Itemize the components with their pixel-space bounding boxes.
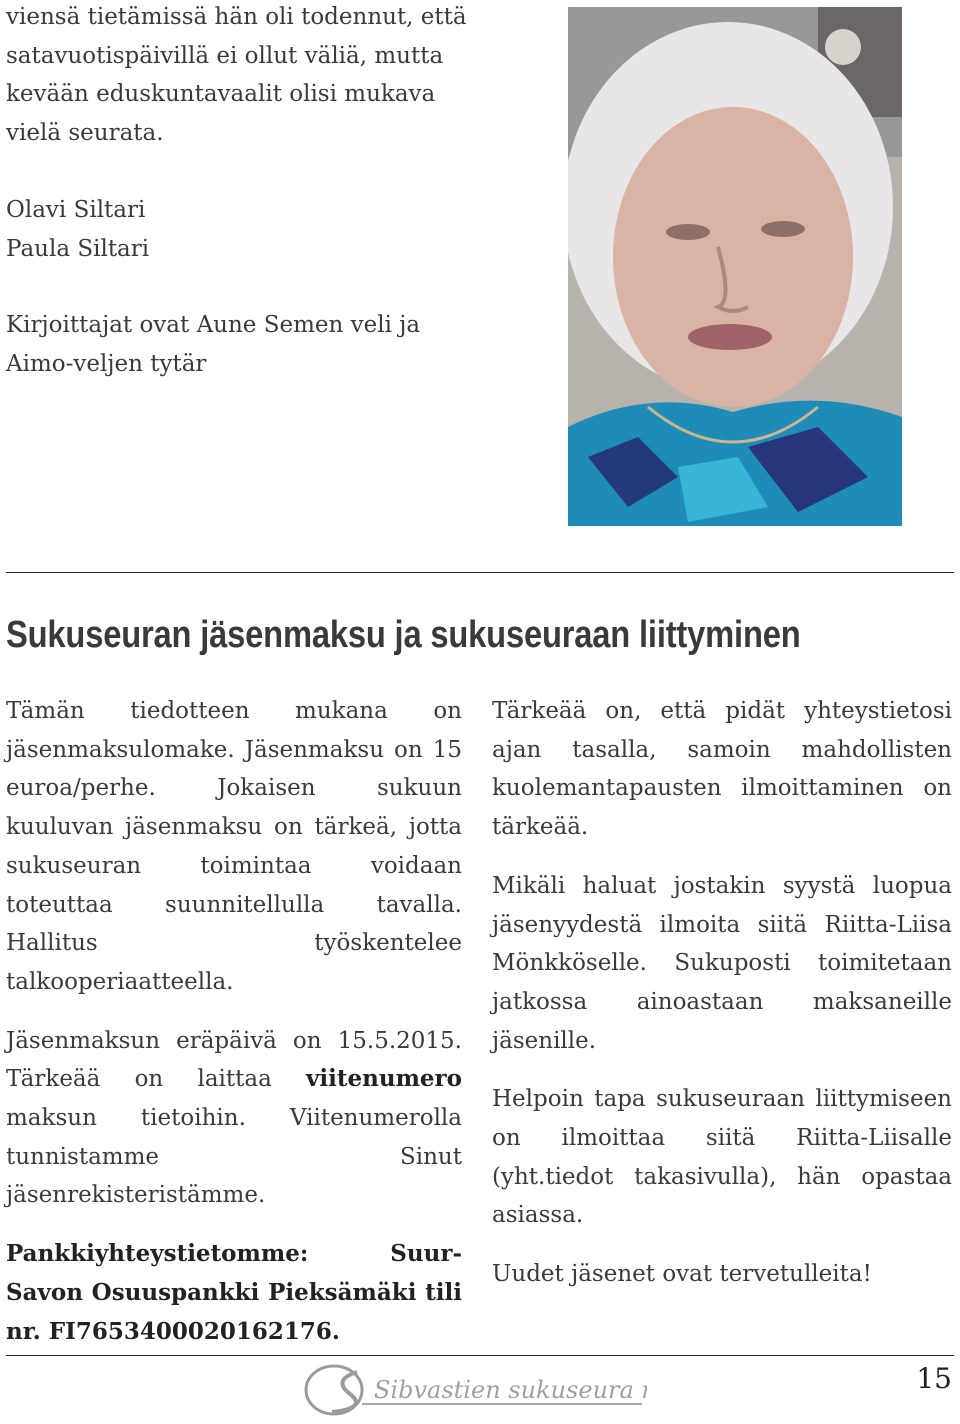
article-right-column bbox=[492, 692, 952, 1294]
contact-info-paragraph: Tärkeää on, että pidät yhteystietosi ajan tasalla, samoin mahdollisten kuolemantapausten ilmoittaminen on tärkeää. bbox=[492, 698, 952, 841]
intro-line: satavuotispäivillä ei ollut väliä, mutta bbox=[6, 42, 444, 69]
author-note bbox=[6, 306, 506, 383]
footer-divider bbox=[6, 1355, 954, 1356]
author-note-line: Aimo-veljen tytär bbox=[6, 350, 207, 377]
logo-text: Sibvastien sukuseura ry bbox=[374, 1376, 647, 1404]
portrait-illustration bbox=[568, 7, 902, 526]
intro-line: kevään eduskuntavaalit olisi mukava bbox=[6, 81, 436, 108]
welcome-paragraph: Uudet jäsenet ovat tervetulleita! bbox=[492, 1261, 872, 1288]
due-date-text-end: maksun tietoihin. Viitenumerolla tunnistamme Sinut jäsenrekisteristämme. bbox=[6, 1105, 462, 1209]
due-date-paragraph bbox=[6, 1022, 462, 1216]
author-note-line: Kirjoittajat ovat Aune Semen veli ja bbox=[6, 312, 421, 339]
signature-name: Paula Siltari bbox=[6, 235, 150, 262]
joining-paragraph: Helpoin tapa sukuseuraan liittymiseen on ilmoittaa siitä Riitta-Liisalle (yht.tiedot takasivulla), hän opastaa asiassa. bbox=[492, 1086, 952, 1229]
reference-number-emphasis: viitenumero bbox=[306, 1065, 462, 1093]
article-left-column bbox=[6, 692, 462, 1351]
society-logo bbox=[302, 1360, 647, 1418]
intro-line: viensä tietämissä hän oli todennut, että bbox=[6, 4, 467, 30]
membership-fee-paragraph: Tämän tiedotteen mukana on jäsenmaksulomake. Jäsenmaksu on 15 euroa/perhe. Jokaisen sukuun kuuluvan jäsenmaksu on tärkeä, jotta sukuseuran toimintaa voidaan toteuttaa suunnitellulla tavalla. Hallitus työskentelee talkooperiaatteella. bbox=[6, 698, 462, 995]
bank-details-paragraph: Pankkiyhteystietomme: Suur-Savon Osuuspankki Pieksämäki tili nr. FI7653400020162176. bbox=[6, 1240, 462, 1345]
section-divider bbox=[6, 572, 954, 573]
page-number: 15 bbox=[916, 1362, 952, 1395]
logo-graphic bbox=[302, 1360, 647, 1418]
intro-line: vielä seurata. bbox=[6, 120, 164, 147]
portrait-photo bbox=[568, 7, 902, 526]
resignation-paragraph: Mikäli haluat jostakin syystä luopua jäsenyydestä ilmoita siitä Riitta-Liisa Mönkköselle. Sukuposti toimitetaan jatkossa ainoastaan maksaneille jäsenille. bbox=[492, 872, 952, 1054]
due-date-text: Jäsenmaksun eräpäivä on 15.5.2015. Tärkeää on laittaa bbox=[6, 1027, 462, 1093]
signatures bbox=[6, 191, 506, 268]
intro-column bbox=[6, 0, 506, 384]
signature-name: Olavi Siltari bbox=[6, 196, 146, 223]
article-title: Sukuseuran jäsenmaksu ja sukuseuraan liittyminen bbox=[6, 614, 801, 656]
